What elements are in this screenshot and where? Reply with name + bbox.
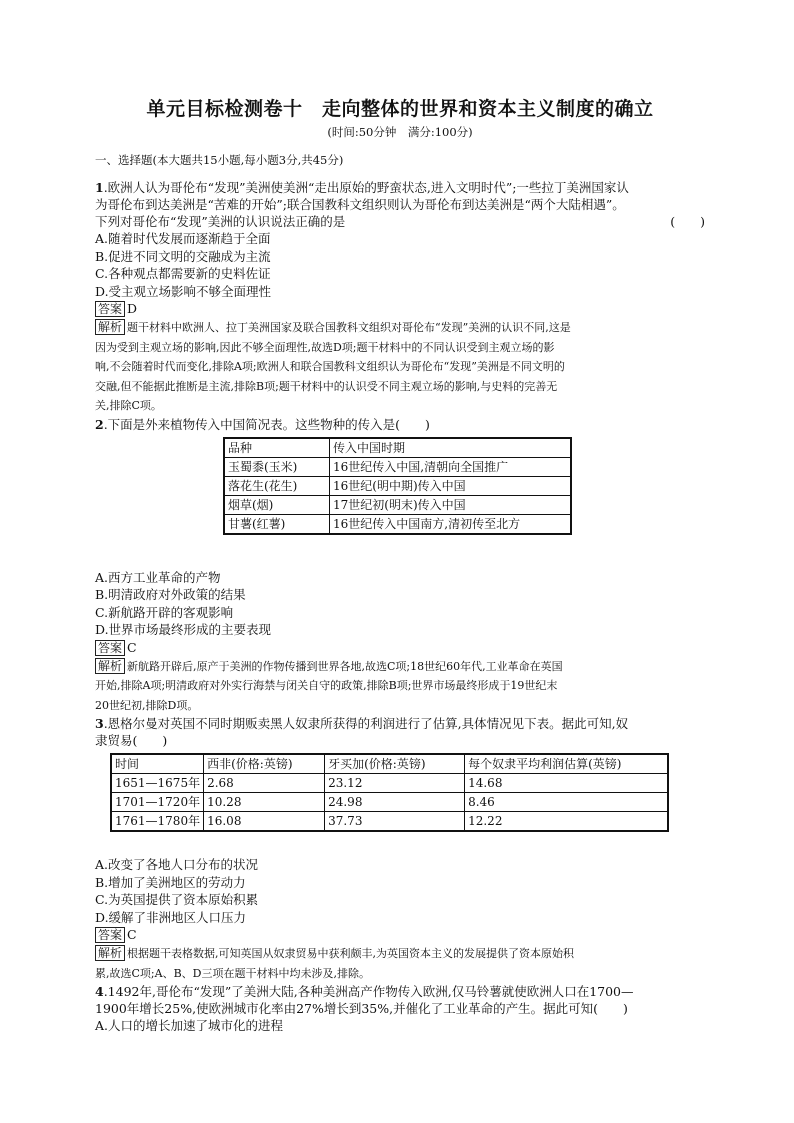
- table-header-row: [111, 754, 668, 774]
- question-number: 2: [95, 416, 104, 432]
- table-cell: 16.08: [204, 812, 325, 832]
- exam-page: [95, 96, 705, 1035]
- option-d: D.世界市场最终形成的主要表现: [95, 622, 272, 637]
- option-c: C.新航路开辟的客观影响: [95, 604, 234, 620]
- question-3-line: 隶贸易( ): [95, 733, 168, 748]
- table-cell: 1701—1720年: [111, 793, 204, 812]
- question-number: 3: [95, 716, 104, 731]
- slave-trade-table: [110, 753, 669, 832]
- analysis-line: 因为受到主观立场的影响,因此不够全面理性,故选D项;题干材料中的不同认识受到主观立场的影: [95, 340, 555, 354]
- table-cell: 16世纪传入中国,清朝向全国推广: [330, 457, 572, 476]
- table-row: [224, 495, 571, 514]
- analysis-line: 关,排除C项。: [95, 399, 162, 412]
- table-cell: 16世纪(明中期)传入中国: [330, 476, 572, 495]
- table-cell: 烟草(烟): [224, 495, 330, 514]
- question-4: [95, 983, 705, 1035]
- table-cell: 1651—1675年: [111, 774, 204, 793]
- question-2: [95, 416, 705, 716]
- analysis-line: 解析 根据题干表格数据,可知英国从奴隶贸易中获利颇丰,为英国资本主义的发展提供了资本原始积: [95, 944, 705, 964]
- answer-value: C: [127, 639, 137, 655]
- question-4-line: 4.1492年,哥伦布“发现”了美洲大陆,各种美洲高产作物传入欧洲,仅马铃薯就使欧洲人口在1700—: [95, 984, 634, 999]
- answer-row: [95, 639, 705, 657]
- table-row: [111, 812, 668, 832]
- analysis-line: 开始,排除A项;明清政府对外实行海禁与闭关自守的政策,排除B项;世界市场最终形成于19世纪末: [95, 679, 558, 692]
- analysis-tag: 解析: [95, 658, 125, 674]
- question-3: [95, 715, 705, 983]
- table-cell: 传入中国时期: [330, 438, 572, 458]
- option-a: A.人口的增长加速了城市化的进程: [95, 1018, 284, 1033]
- table-row: [224, 457, 571, 476]
- table-cell: 每个奴隶平均利润估算(英镑): [465, 754, 669, 774]
- option-b: B.促进不同文明的交融成为主流: [95, 248, 271, 264]
- analysis-tag: 解析: [95, 319, 125, 335]
- analysis-tag: 解析: [95, 945, 125, 961]
- question-1-line: 下列对哥伦布“发现”美洲的认识说法正确的是 ( ): [95, 214, 705, 229]
- option-a: A.西方工业革命的产物: [95, 569, 221, 585]
- option-d: D.缓解了非洲地区人口压力: [95, 909, 247, 925]
- table-cell: 牙买加(价格:英镑): [325, 754, 465, 774]
- question-2-line: 2.下面是外来植物传入中国简况表。这些物种的传入是( ): [95, 416, 430, 432]
- table-cell: 17世纪初(明末)传入中国: [330, 495, 572, 514]
- table-cell: 12.22: [465, 812, 669, 832]
- table-header-row: [224, 438, 571, 458]
- table-cell: 10.28: [204, 793, 325, 812]
- answer-tag: 答案: [95, 640, 125, 656]
- exam-info: (时间:50分钟 满分:100分): [327, 125, 473, 139]
- table-cell: 8.46: [465, 793, 669, 812]
- table-row: [111, 774, 668, 793]
- option-b: B.增加了美洲地区的劳动力: [95, 874, 246, 890]
- analysis-line: 响,不会随着时代而变化,排除A项;欧洲人和联合国教科文组织认为哥伦布“发现”美洲是不同文明的: [95, 360, 565, 373]
- answer-value: D: [127, 301, 138, 316]
- answer-tag: 答案: [95, 301, 125, 317]
- answer-row: [95, 300, 705, 318]
- table-cell: 24.98: [325, 793, 465, 812]
- table-row: [224, 476, 571, 495]
- answer-bracket: ( ): [670, 214, 705, 229]
- table-cell: 时间: [111, 754, 204, 774]
- table-cell: 品种: [224, 438, 330, 458]
- table-cell: 1761—1780年: [111, 812, 204, 832]
- option-a: A.改变了各地人口分布的状况: [95, 857, 259, 872]
- analysis-line: 解析 题干材料中欧洲人、拉丁美洲国家及联合国教科文组织对哥伦布“发现”美洲的认识不同,这是: [95, 318, 705, 338]
- answer-value: C: [127, 927, 137, 942]
- option-b: B.明清政府对外政策的结果: [95, 587, 246, 602]
- option-a: A.随着时代发展而逐渐趋于全面: [95, 231, 271, 246]
- question-1-line: 为哥伦布到达美洲是“苦难的开始”;联合国教科文组织则认为哥伦布到达美洲是“两个大陆相遇”。: [95, 197, 625, 212]
- table-cell: 37.73: [325, 812, 465, 832]
- question-1-line: 1.欧洲人认为哥伦布“发现”美洲使美洲“走出原始的野蛮状态,进入文明时代”;一些拉丁美洲国家认: [95, 180, 629, 195]
- table-cell: 16世纪传入中国南方,清初传至北方: [330, 514, 572, 534]
- answer-row: [95, 926, 705, 944]
- table-cell: 甘薯(红薯): [224, 514, 330, 534]
- plant-table: [223, 437, 572, 535]
- table-cell: 2.68: [204, 774, 325, 793]
- table-cell: 14.68: [465, 774, 669, 793]
- page-title: 单元目标检测卷十 走向整体的世界和资本主义制度的确立: [146, 98, 654, 120]
- question-1: [95, 179, 705, 416]
- table-cell: 落花生(花生): [224, 476, 330, 495]
- table-row: [111, 793, 668, 812]
- option-d: D.受主观立场影响不够全面理性: [95, 283, 272, 299]
- option-c: C.为英国提供了资本原始积累: [95, 892, 259, 907]
- option-c: C.各种观点都需要新的史料佐证: [95, 266, 271, 281]
- question-4-line: 1900年增长25%,使欧洲城市化率由27%增长到35%,并催化了工业革命的产生。据此可知( ): [95, 1001, 628, 1016]
- analysis-line: 解析 新航路开辟后,原产于美洲的作物传播到世界各地,故选C项;18世纪60年代,工业革命在英国: [95, 657, 705, 677]
- question-3-line: 3.恩格尔曼对英国不同时期贩卖黑人奴隶所获得的利润进行了估算,具体情况见下表。据此可知,奴: [95, 716, 629, 731]
- analysis-line: 累,故选C项;A、B、D三项在题干材料中均未涉及,排除。: [95, 966, 370, 980]
- table-cell: 玉蜀黍(玉米): [224, 457, 330, 476]
- table-row: [224, 514, 571, 534]
- answer-tag: 答案: [95, 927, 125, 943]
- question-number: 1: [95, 180, 104, 195]
- table-cell: 西非(价格:英镑): [204, 754, 325, 774]
- analysis-line: 20世纪初,排除D项。: [95, 698, 199, 712]
- analysis-line: 交融,但不能据此推断是主流,排除B项;题干材料中的认识受不同主观立场的影响,与史料的完善无: [95, 379, 558, 393]
- section-heading: 一、选择题(本大题共15小题,每小题3分,共45分): [95, 152, 344, 167]
- table-cell: 23.12: [325, 774, 465, 793]
- question-number: 4: [95, 984, 104, 999]
